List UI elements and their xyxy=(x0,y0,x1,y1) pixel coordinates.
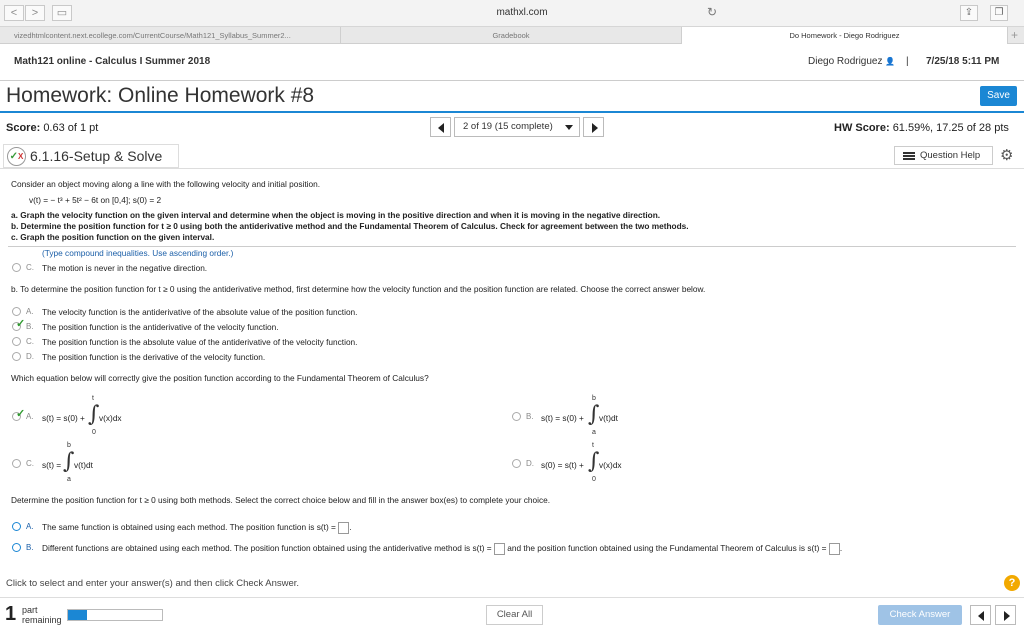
hw-score-label: HW Score: xyxy=(834,122,890,134)
hw-score xyxy=(834,122,1009,134)
correct-check-icon: ✓ xyxy=(16,318,26,330)
next-page-button[interactable] xyxy=(995,605,1016,625)
header-divider: | xyxy=(906,56,909,67)
footer-divider xyxy=(0,597,1024,598)
arrow-left-icon xyxy=(978,611,984,621)
question-navigator xyxy=(430,117,604,137)
question-select-label: 2 of 19 (15 complete) xyxy=(463,121,553,132)
back-button[interactable]: < xyxy=(4,5,24,21)
format-hint: (Type compound inequalities. Use ascending order.) xyxy=(42,248,234,258)
ftc-option-a-upper: t xyxy=(92,395,94,402)
answer-box-antiderivative[interactable] xyxy=(494,543,505,555)
question-divider xyxy=(0,168,1024,169)
ftc-option-b-upper: b xyxy=(592,395,596,402)
ftc-option-c-letter: C. xyxy=(26,459,34,468)
previous-page-button[interactable] xyxy=(970,605,991,625)
part-c-text: c. Graph the position function on the given interval. xyxy=(11,232,215,242)
header-datetime: 7/25/18 5:11 PM xyxy=(926,56,1000,67)
integral-icon: ∫ xyxy=(588,402,600,427)
page-title: Homework: Online Homework #8 xyxy=(6,84,315,107)
ftc-option-d-lhs: s(0) = s(t) + xyxy=(541,460,584,470)
part-a-text: a. Graph the velocity function on the given interval and determine when the object is moving in the positive direction and when it is moving in the negative direction. xyxy=(11,210,661,220)
parts-remaining-count: 1 xyxy=(5,603,17,625)
instructions: Click to select and enter your answer(s) and then click Check Answer. xyxy=(6,578,300,589)
b-option-a-radio[interactable] xyxy=(12,307,21,316)
final-option-a-radio[interactable] xyxy=(12,522,21,531)
progress-fill xyxy=(68,610,87,620)
user-name[interactable] xyxy=(808,56,909,67)
final-option-a-label: The same function is obtained using each method. The position function is s(t) = xyxy=(42,522,336,533)
chevron-down-icon xyxy=(565,125,573,130)
ftc-option-a-integrand: v(x)dx xyxy=(99,413,122,423)
ftc-option-a-letter: A. xyxy=(26,412,34,421)
tab-syllabus[interactable]: vizedhtmlcontent.next.ecollege.com/CurrentCourse/Math121_Syllabus_Summer2... xyxy=(0,27,341,44)
tab-gradebook[interactable]: Gradebook xyxy=(341,27,682,44)
course-title: Math121 online - Calculus I Summer 2018 xyxy=(14,56,211,67)
question-score xyxy=(6,122,98,134)
ftc-option-d-radio[interactable] xyxy=(512,459,521,468)
share-icon[interactable]: ⇪ xyxy=(960,5,978,21)
question-header xyxy=(3,144,179,168)
integral-icon: ∫ xyxy=(588,449,600,474)
tab-do-homework[interactable]: Do Homework - Diego Rodriguez xyxy=(682,27,1008,44)
ftc-option-b-lhs: s(t) = s(0) + xyxy=(541,413,584,423)
ftc-option-d-letter: D. xyxy=(526,459,534,468)
save-button[interactable]: Save xyxy=(980,86,1017,106)
title-underline xyxy=(0,111,1024,113)
final-prompt: Determine the position function for t ≥ 0 using both methods. Select the correct choice below and fill in the answer box(es) to complete your choice. xyxy=(11,495,551,505)
part-b-text: b. Determine the position function for t ≥ 0 using both the antiderivative method and the Fundamental Theorem of Calculus. Check for agreement between the two methods. xyxy=(11,221,689,231)
ftc-option-b-lower: a xyxy=(592,429,596,436)
user-name-label: Diego Rodriguez xyxy=(808,56,883,67)
ftc-option-c-radio[interactable] xyxy=(12,459,21,468)
question-help-button[interactable] xyxy=(894,146,993,165)
user-icon: 👤 xyxy=(885,57,896,66)
correct-check-icon: ✓ xyxy=(16,408,26,420)
ftc-option-c-upper: b xyxy=(67,442,71,449)
question-id: 6.1.16-Setup & Solve xyxy=(30,148,163,164)
help-icon[interactable]: ? xyxy=(1004,575,1020,591)
answer-box-same[interactable] xyxy=(338,522,349,534)
arrow-right-icon xyxy=(1004,611,1010,621)
option-c-radio[interactable] xyxy=(12,263,21,272)
tab-bar xyxy=(0,27,1024,44)
b-option-a-text: The velocity function is the antiderivative of the absolute value of the position function. xyxy=(42,307,358,317)
b-option-c-radio[interactable] xyxy=(12,337,21,346)
integral-icon: ∫ xyxy=(88,402,100,427)
b-option-d-radio[interactable] xyxy=(12,352,21,361)
address-bar[interactable]: mathxl.com xyxy=(496,7,548,18)
final-option-b-text: Different functions are obtained using each method. The position function obtained using the antiderivative method is s(t) = and the position function obtained using the Fundamental Theorem of Calculus is s(t) = . xyxy=(42,543,843,554)
ftc-option-d-upper: t xyxy=(592,442,594,449)
question-help-label: Question Help xyxy=(920,150,981,161)
forward-button[interactable]: > xyxy=(25,5,45,21)
b-option-a-letter: A. xyxy=(26,307,34,316)
ftc-prompt: Which equation below will correctly give the position function according to the Fundamental Theorem of Calculus? xyxy=(11,373,429,383)
final-option-b-label-2: and the position function obtained using the Fundamental Theorem of Calculus is s(t) = xyxy=(507,543,827,554)
partial-credit-icon: ✓X xyxy=(7,147,26,166)
browser-toolbar xyxy=(0,0,1024,27)
list-icon xyxy=(903,152,915,160)
parts-remaining-label: part remaining xyxy=(22,605,62,625)
final-option-b-label-1: Different functions are obtained using each method. The position function obtained using the antiderivative method is s(t) = xyxy=(42,543,492,554)
ftc-option-d-lower: 0 xyxy=(592,476,596,483)
score-value: 0.63 of 1 pt xyxy=(43,122,99,134)
arrow-right-icon xyxy=(592,123,598,133)
option-c-text: The motion is never in the negative direction. xyxy=(42,263,208,273)
gear-icon[interactable]: ⚙ xyxy=(1000,147,1014,164)
ftc-option-c-lower: a xyxy=(67,476,71,483)
scroll-divider xyxy=(8,246,1016,247)
b-option-c-text: The position function is the absolute value of the antiderivative of the velocity function. xyxy=(42,337,358,347)
part-b-prompt: b. To determine the position function for t ≥ 0 using the antiderivative method, first determine how the velocity function and the position function are related. Choose the correct answer below. xyxy=(11,284,706,294)
option-c-letter: C. xyxy=(26,263,34,272)
b-option-d-text: The position function is the derivative of the velocity function. xyxy=(42,352,266,362)
arrow-left-icon xyxy=(438,123,444,133)
score-label: Score: xyxy=(6,122,41,134)
ftc-option-c-integrand: v(t)dt xyxy=(74,460,93,470)
b-option-b-text: The position function is the antiderivative of the velocity function. xyxy=(42,322,279,332)
check-answer-button[interactable]: Check Answer xyxy=(878,605,962,625)
final-option-a-text: The same function is obtained using each method. The position function is s(t) = . xyxy=(42,522,352,533)
previous-question-button[interactable] xyxy=(430,117,451,137)
hw-score-value: 61.59%, 17.25 of 28 pts xyxy=(892,122,1009,134)
final-option-b-letter: B. xyxy=(26,543,34,552)
integral-icon: ∫ xyxy=(63,449,75,474)
question-intro: Consider an object moving along a line with the following velocity and initial position. xyxy=(11,179,321,189)
ftc-option-a-lower: 0 xyxy=(92,429,96,436)
new-tab-icon[interactable]: + xyxy=(1010,28,1018,42)
next-question-button[interactable] xyxy=(583,117,604,137)
b-option-c-letter: C. xyxy=(26,337,34,346)
ftc-option-a-lhs: s(t) = s(0) + xyxy=(42,413,85,423)
velocity-equation: v(t) = − t³ + 5t² − 6t on [0,4]; s(0) = 2 xyxy=(29,195,162,205)
sidebar-toggle-icon[interactable]: ▭ xyxy=(52,5,72,21)
reload-icon[interactable]: ↻ xyxy=(707,5,718,19)
ftc-option-b-radio[interactable] xyxy=(512,412,521,421)
answer-box-ftc[interactable] xyxy=(829,543,840,555)
ftc-option-d-integrand: v(x)dx xyxy=(599,460,622,470)
ftc-option-b-letter: B. xyxy=(526,412,534,421)
final-option-a-letter: A. xyxy=(26,522,34,531)
header-divider-line xyxy=(0,80,1024,81)
final-option-b-radio[interactable] xyxy=(12,543,21,552)
b-option-b-letter: B. xyxy=(26,322,34,331)
progress-bar xyxy=(67,609,163,621)
clear-all-button[interactable]: Clear All xyxy=(486,605,543,625)
b-option-d-letter: D. xyxy=(26,352,34,361)
question-select[interactable] xyxy=(454,117,580,137)
ftc-option-c-lhs: s(t) = xyxy=(42,460,62,470)
tabs-overview-icon[interactable]: ❐ xyxy=(990,5,1008,21)
ftc-option-b-integrand: v(t)dt xyxy=(599,413,618,423)
